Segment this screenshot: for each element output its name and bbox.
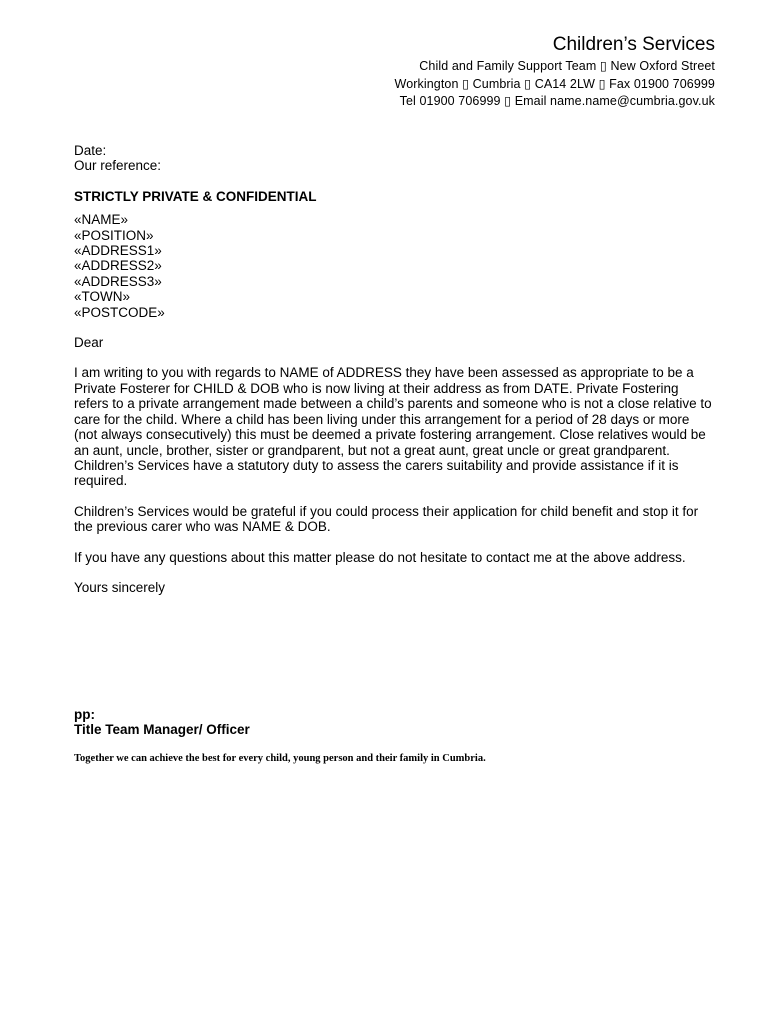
letterhead-tel-email: Tel 01900 706999 ▯ Email name.name@cumbria.gov.uk — [399, 94, 715, 108]
recipient-address — [74, 212, 714, 320]
salutation: Dear — [74, 335, 104, 351]
signature-pp: pp: — [74, 707, 95, 722]
address-town: «TOWN» — [74, 289, 131, 305]
letter-meta — [74, 143, 714, 174]
footer-motto: Together we can achieve the best for every child, young person and their family in Cumbria. — [74, 753, 486, 764]
reference-label: Our reference: — [74, 158, 162, 174]
confidential-heading: STRICTLY PRIVATE & CONFIDENTIAL — [74, 188, 317, 204]
letterhead-team-street: Child and Family Support Team ▯ New Oxford Street — [419, 59, 715, 73]
address-postcode: «POSTCODE» — [74, 304, 165, 320]
paragraph-private-fostering: I am writing to you with regards to NAME of ADDRESS they have been assessed as appropriate to be a Private Fosterer for CHILD & DOB who is now living at their address as from DATE. Private Fostering refers to a private arrangement made between a child’s parents and someone who is not a close relative to care for the child. Where a child has been living under this arrangement for a period of 28 days or more (not always consecutively) this must be deemed a private fostering arrangement. Close relatives would be an aunt, uncle, brother, sister or grandparent, but not a great aunt, great uncle or great grandparent. Children’s Services have a statutory duty to assess the carers suitability and provide assistance if it is required. — [74, 365, 712, 489]
letterhead — [395, 33, 715, 111]
letter-body — [74, 143, 714, 595]
address-name: «NAME» — [74, 212, 129, 228]
signature-title: Title Team Manager/ Officer — [74, 722, 250, 738]
paragraph-contact: If you have any questions about this matter please do not hesitate to contact me at the above address. — [74, 549, 686, 565]
address-line2: «ADDRESS2» — [74, 258, 162, 274]
address-line1: «ADDRESS1» — [74, 243, 162, 259]
letterhead-town-postcode-fax: Workington ▯ Cumbria ▯ CA14 2LW ▯ Fax 01900 706999 — [394, 76, 715, 91]
paragraph-child-benefit: Children’s Services would be grateful if you could process their application for child benefit and stop it for the previous carer who was NAME & DOB. — [74, 503, 699, 535]
signature-block — [74, 707, 250, 738]
date-label: Date: — [74, 143, 107, 158]
address-position: «POSITION» — [74, 227, 154, 243]
letterhead-title: Children’s Services — [552, 34, 715, 55]
address-line3: «ADDRESS3» — [74, 273, 162, 289]
closing: Yours sincerely — [74, 579, 166, 595]
